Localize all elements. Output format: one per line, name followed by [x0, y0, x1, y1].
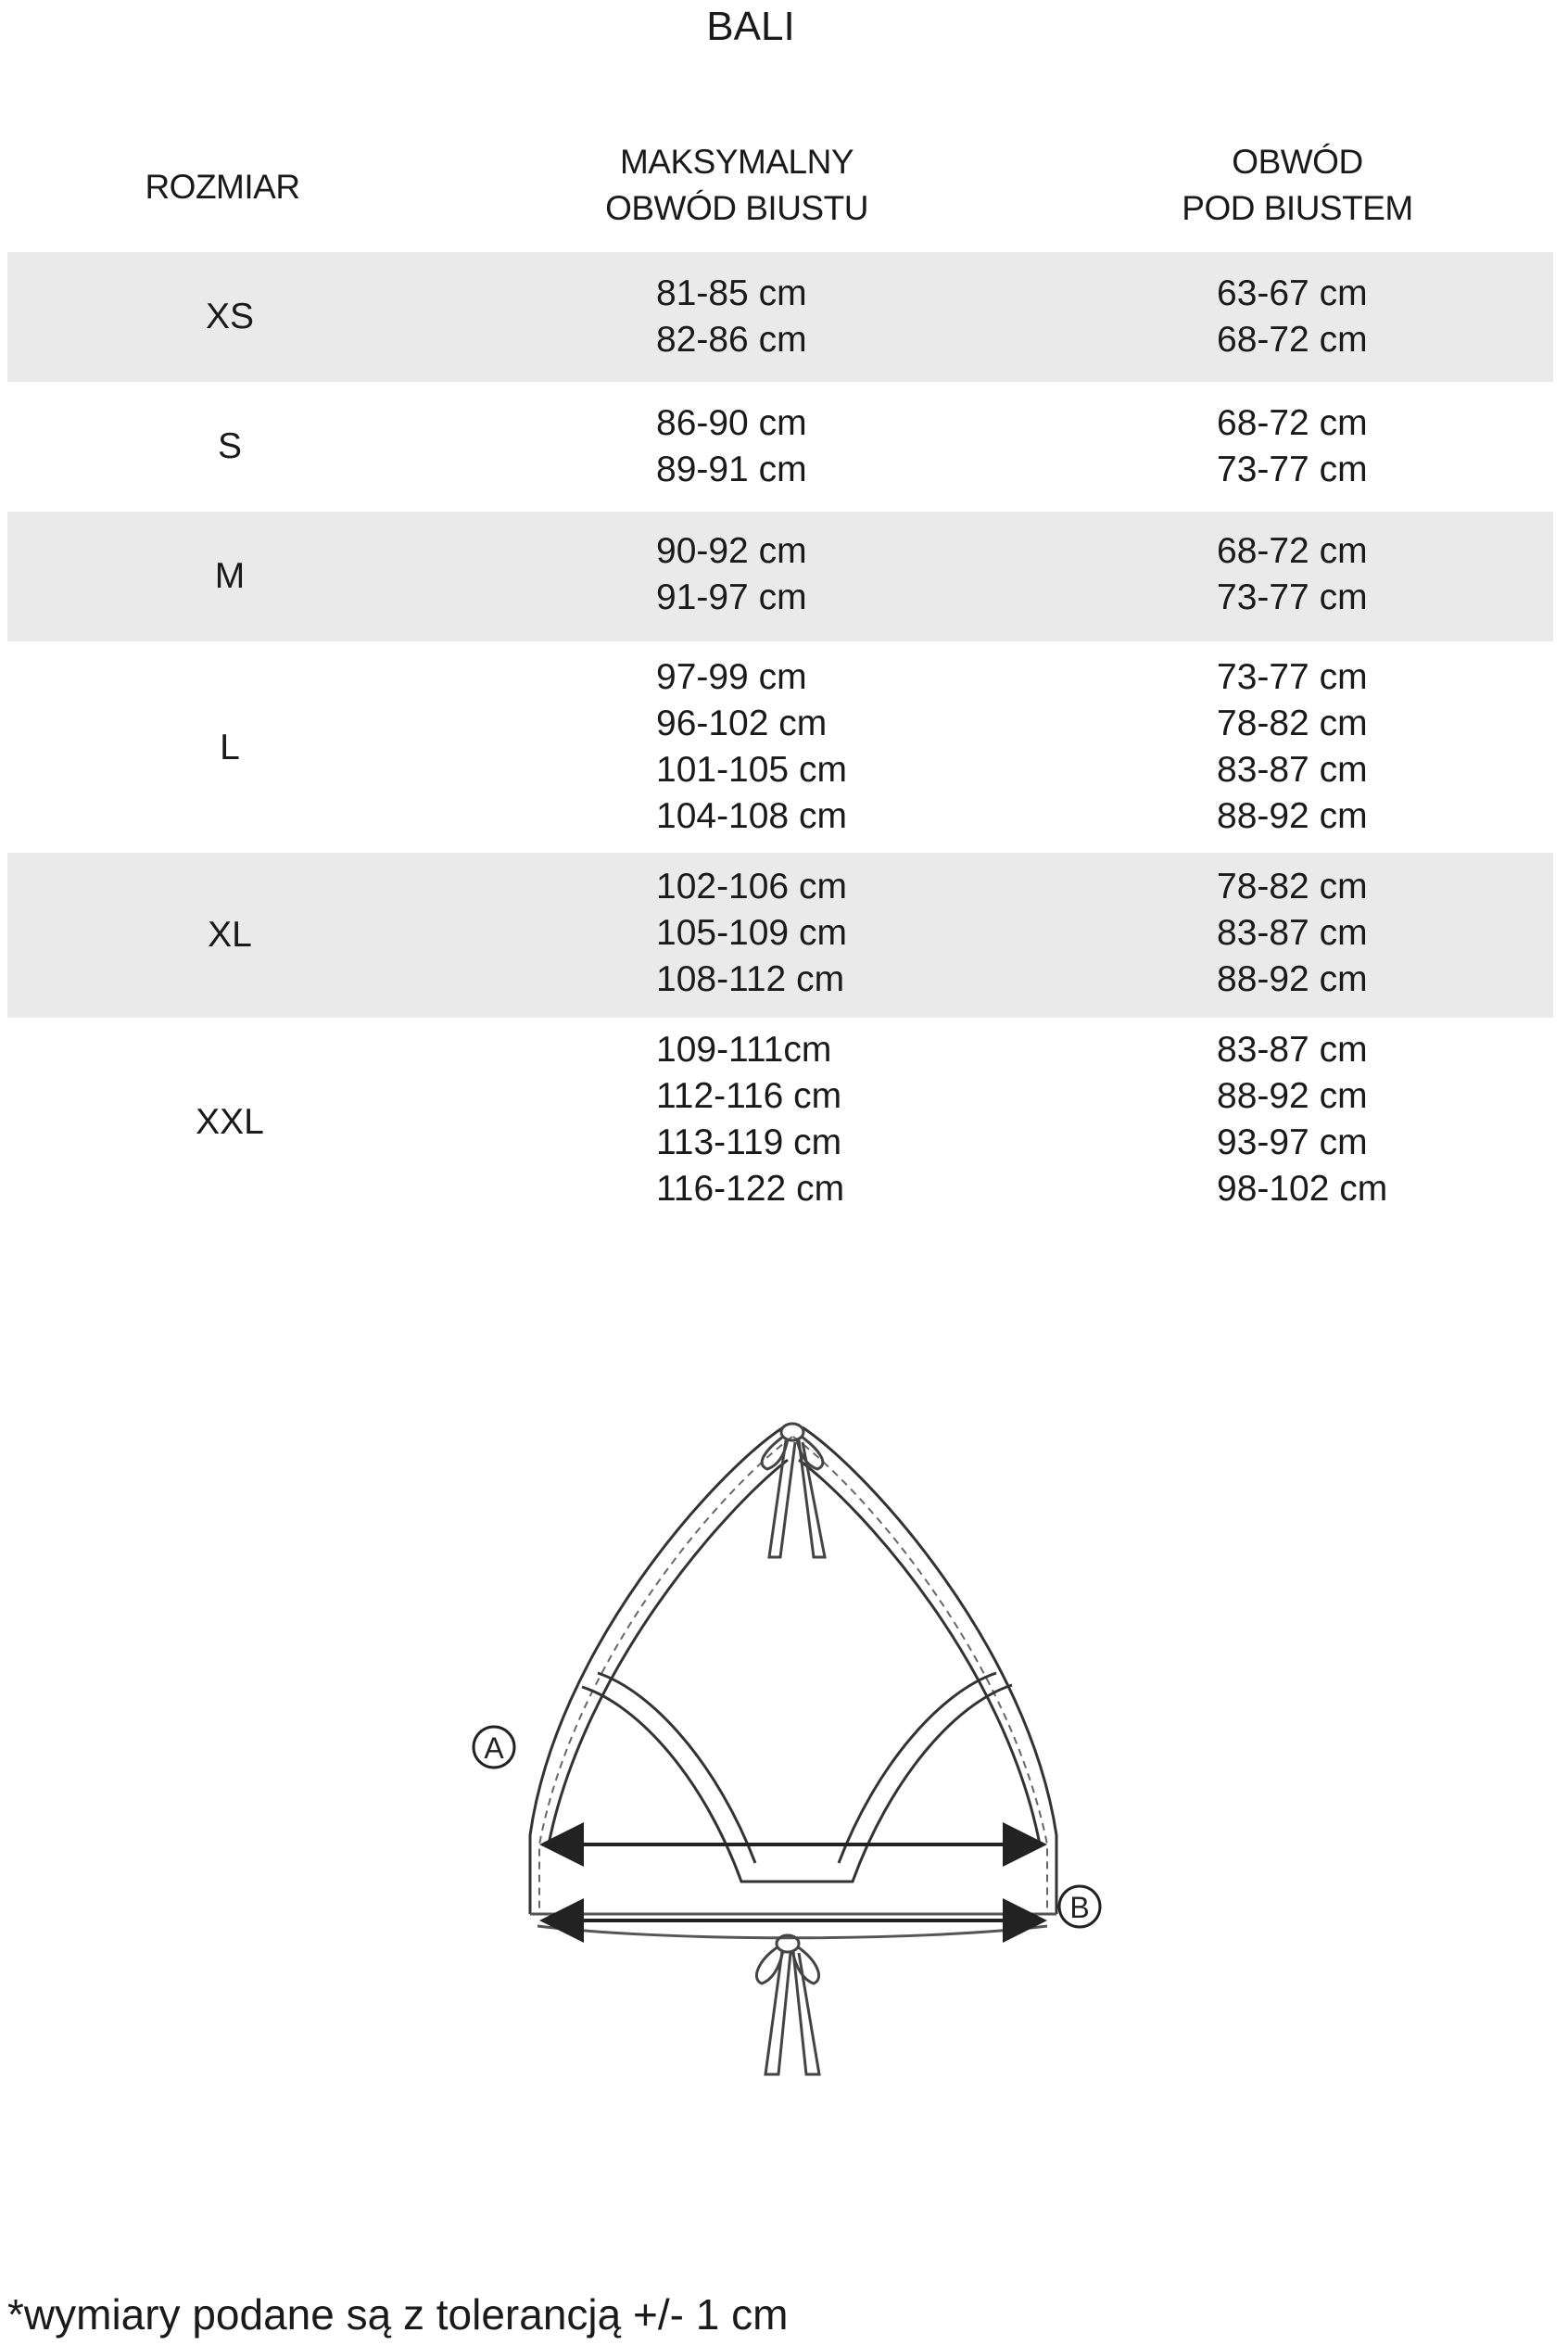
back-tie — [756, 1935, 819, 2074]
header-bust — [533, 139, 941, 232]
bust-cell — [656, 864, 847, 1003]
tolerance-footnote: *wymiary podane są z tolerancją +/- 1 cm — [7, 2290, 789, 2339]
header-under-line1: OBWÓD — [1232, 143, 1363, 181]
header-underbust — [1094, 139, 1501, 232]
table-row — [7, 252, 1553, 382]
underbust-cell — [1217, 271, 1368, 363]
underbust-value: 68-72 cm — [1217, 531, 1368, 571]
underbust-value: 88-92 cm — [1217, 959, 1368, 999]
underbust-value: 93-97 cm — [1217, 1122, 1368, 1162]
underbust-value: 83-87 cm — [1217, 1030, 1368, 1070]
header-bust-line1: MAKSYMALNY — [619, 143, 854, 181]
header-under-line2: POD BIUSTEM — [1182, 189, 1413, 227]
size-cell: M — [214, 556, 246, 596]
bust-value: 101-105 cm — [656, 750, 847, 790]
bust-value: 112-116 cm — [656, 1076, 842, 1116]
size-cell: XXL — [196, 1102, 264, 1142]
bust-value: 91-97 cm — [656, 577, 807, 617]
underbust-value: 68-72 cm — [1217, 403, 1368, 443]
cup-seams — [582, 1673, 1012, 1882]
bust-cell — [656, 1027, 844, 1212]
bust-value: 97-99 cm — [656, 657, 807, 697]
header-size — [83, 164, 361, 210]
neck-tie — [762, 1424, 825, 1557]
label-a-text: A — [484, 1731, 504, 1765]
table-row — [7, 382, 1553, 512]
size-cell: XS — [205, 297, 255, 336]
underbust-value: 83-87 cm — [1217, 913, 1368, 953]
bust-value: 105-109 cm — [656, 913, 847, 953]
bikini-top-drawing — [436, 1409, 1140, 2113]
label-b-badge — [1059, 1886, 1100, 1927]
header-size-label: ROZMIAR — [145, 168, 300, 206]
underbust-value: 73-77 cm — [1217, 450, 1368, 489]
underbust-cell — [1217, 654, 1368, 840]
label-b-text: B — [1069, 1891, 1090, 1924]
bust-value: 109-111cm — [656, 1030, 832, 1070]
bust-value: 102-106 cm — [656, 867, 847, 906]
bust-value: 104-108 cm — [656, 796, 847, 836]
bust-cell — [656, 271, 807, 363]
underbust-value: 73-77 cm — [1217, 657, 1368, 697]
label-a-badge — [474, 1727, 514, 1768]
table-row — [7, 853, 1553, 1018]
table-row — [7, 1018, 1553, 1231]
size-cell: XL — [208, 915, 252, 955]
underbust-value: 73-77 cm — [1217, 577, 1368, 617]
bust-value: 113-119 cm — [656, 1122, 842, 1162]
underbust-cell — [1217, 400, 1368, 493]
size-cell: S — [217, 426, 242, 466]
underbust-value: 68-72 cm — [1217, 320, 1368, 360]
underbust-cell — [1217, 1027, 1387, 1212]
header-bust-line2: OBWÓD BIUSTU — [605, 189, 868, 227]
underbust-value: 88-92 cm — [1217, 1076, 1368, 1116]
bust-value: 82-86 cm — [656, 320, 807, 360]
underbust-cell — [1217, 864, 1368, 1003]
underbust-value: 63-67 cm — [1217, 273, 1368, 313]
bust-cell — [656, 654, 847, 840]
underbust-value: 88-92 cm — [1217, 796, 1368, 836]
underbust-value: 78-82 cm — [1217, 867, 1368, 906]
bust-value: 86-90 cm — [656, 403, 807, 443]
underbust-value: 78-82 cm — [1217, 704, 1368, 743]
bust-value: 108-112 cm — [656, 959, 845, 999]
bust-value: 90-92 cm — [656, 531, 807, 571]
bust-value: 116-122 cm — [656, 1169, 845, 1209]
underbust-value: 98-102 cm — [1217, 1169, 1388, 1209]
bust-value: 96-102 cm — [656, 704, 828, 743]
underbust-value: 83-87 cm — [1217, 750, 1368, 790]
size-cell: L — [220, 728, 240, 767]
bust-cell — [656, 528, 807, 621]
bikini-top-diagram — [436, 1409, 1140, 2113]
table-row — [7, 641, 1553, 853]
outer-triangle — [530, 1427, 1056, 1938]
underbust-cell — [1217, 528, 1368, 621]
bust-value: 81-85 cm — [656, 273, 807, 313]
bust-value: 89-91 cm — [656, 450, 807, 489]
page-title: BALI — [706, 4, 795, 49]
bust-cell — [656, 400, 807, 493]
table-row — [7, 512, 1553, 641]
